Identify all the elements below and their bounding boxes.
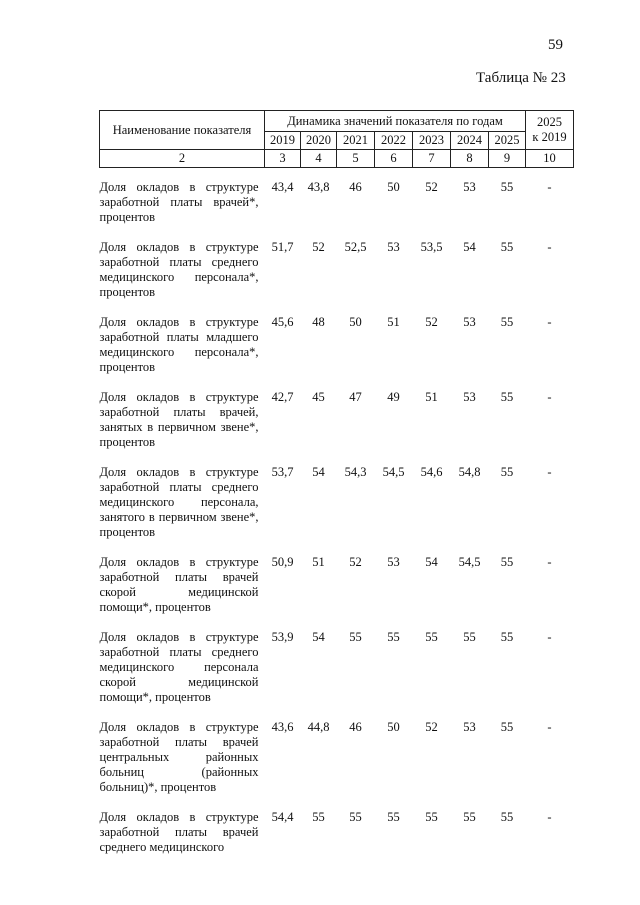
year-value: 52 [312,240,325,254]
year-value: 50 [349,315,362,329]
year-value: 55 [500,315,514,329]
year-value: 45 [312,390,325,404]
year-value: 55 [463,810,476,824]
year-value: 55 [349,810,362,824]
header-ratio [526,111,574,150]
year-value: 55 [500,810,514,824]
year-value: 43,4 [271,180,294,194]
header-column-number: 9 [489,150,526,168]
year-value: 52 [425,315,438,329]
table-body [100,168,574,863]
header-column-number: 3 [265,150,301,168]
year-value: 44,8 [307,720,330,734]
year-value: 55 [425,810,438,824]
year-value: 55 [500,240,514,254]
year-value: 53 [387,555,400,569]
year-value: 52 [425,180,438,194]
year-value: 55 [387,630,400,644]
year-value: 46 [349,180,362,194]
table-row [100,802,574,862]
indicator-name: Доля окладов в структуре заработной платы среднего медицинского персонала*, процентов [99,240,259,299]
year-value: 55 [500,390,514,404]
year-value: 52 [349,555,362,569]
page-number: 59 [548,37,563,53]
year-value: 54,3 [344,465,367,479]
year-value: 54 [312,465,325,479]
ratio-value: - [547,315,552,329]
indicator-name: Доля окладов в структуре заработной платы среднего медицинского персонала, занятого в первичном звене*, процентов [99,465,259,539]
ratio-value: - [547,555,552,569]
header-year: 2024 [451,132,489,150]
table-row [100,307,574,382]
year-value: 43,8 [307,180,330,194]
year-value: 51 [387,315,400,329]
year-value: 55 [463,630,476,644]
table-row [100,232,574,307]
year-value: 53 [463,315,476,329]
year-value: 54,4 [271,810,294,824]
header-column-number: 6 [375,150,413,168]
header-indicator-name: Наименование показателя [100,111,265,150]
year-value: 42,7 [271,390,294,404]
table-caption: Таблица № 23 [476,70,566,86]
year-value: 53 [463,180,476,194]
year-value: 55 [500,465,514,479]
year-value: 53,5 [420,240,443,254]
header-year: 2022 [375,132,413,150]
year-value: 46 [349,720,362,734]
year-value: 45,6 [271,315,294,329]
year-value: 54,5 [458,555,481,569]
year-value: 53,7 [271,465,294,479]
indicator-name: Доля окладов в структуре заработной платы среднего медицинского персонала скорой медицинской помощи*, процентов [99,630,259,704]
year-value: 54,8 [458,465,481,479]
year-value: 50 [387,180,400,194]
header-year: 2021 [337,132,375,150]
year-value: 54 [463,240,476,254]
header-year: 2019 [265,132,301,150]
indicator-name: Доля окладов в структуре заработной платы врачей скорой медицинской помощи*, процентов [99,555,259,614]
year-value: 53 [387,240,400,254]
year-value: 53,9 [271,630,294,644]
ratio-value: - [547,180,552,194]
ratio-value: - [547,465,552,479]
header-year: 2025 [489,132,526,150]
year-value: 55 [500,720,514,734]
table-row [100,712,574,802]
year-value: 54 [312,630,325,644]
ratio-value: - [547,810,552,824]
year-value: 55 [349,630,362,644]
indicator-name: Доля окладов в структуре заработной платы младшего медицинского персонала*, процентов [99,315,259,374]
header-ratio-line2: к 2019 [532,130,567,144]
ratio-value: - [547,720,552,734]
year-value: 53 [463,720,476,734]
indicator-table [99,110,574,862]
year-value: 54,6 [420,465,443,479]
ratio-value: - [547,630,552,644]
year-value: 52 [425,720,438,734]
year-value: 50 [387,720,400,734]
ratio-value: - [547,240,552,254]
year-value: 54,5 [382,465,405,479]
year-value: 48 [312,315,325,329]
header-column-number: 2 [100,150,265,168]
header-column-numbers-row [100,150,574,168]
table-header [100,111,574,168]
year-value: 54 [425,555,438,569]
year-value: 47 [349,390,362,404]
indicator-name: Доля окладов в структуре заработной платы врачей центральных районных больниц (районных больниц)*, процентов [99,720,259,794]
year-value: 49 [387,390,400,404]
header-column-number: 10 [526,150,574,168]
year-value: 55 [500,630,514,644]
year-value: 50,9 [271,555,294,569]
table-row [100,382,574,457]
year-value: 55 [387,810,400,824]
year-value: 55 [500,555,514,569]
indicator-name: Доля окладов в структуре заработной платы врачей*, процентов [99,180,259,224]
year-value: 51 [312,555,325,569]
header-year: 2023 [413,132,451,150]
header-ratio-line1: 2025 [537,115,562,129]
year-value: 43,6 [271,720,294,734]
year-value: 52,5 [344,240,367,254]
year-value: 51 [425,390,438,404]
indicator-name: Доля окладов в структуре заработной платы врачей среднего медицинского [99,810,259,854]
ratio-value: - [547,390,552,404]
indicator-name: Доля окладов в структуре заработной платы врачей, занятых в первичном звене*, процентов [99,390,259,449]
year-value: 55 [425,630,438,644]
header-year: 2020 [301,132,337,150]
year-value: 55 [312,810,325,824]
table-row [100,457,574,547]
header-dynamics-group: Динамика значений показателя по годам [265,111,526,132]
header-column-number: 8 [451,150,489,168]
table-row [100,168,574,233]
table-row [100,547,574,622]
header-column-number: 7 [413,150,451,168]
year-value: 51,7 [271,240,294,254]
header-column-number: 4 [301,150,337,168]
header-column-number: 5 [337,150,375,168]
year-value: 53 [463,390,476,404]
year-value: 55 [500,180,514,194]
table-row [100,622,574,712]
